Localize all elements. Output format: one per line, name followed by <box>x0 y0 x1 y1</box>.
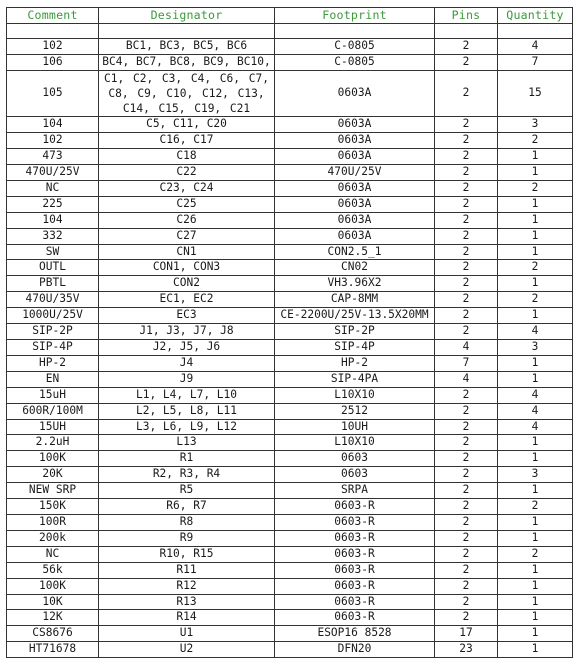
cell-designator: R12 <box>99 578 275 594</box>
cell-footprint: L10X10 <box>275 387 435 403</box>
cell-quantity: 2 <box>498 260 573 276</box>
table-row <box>7 244 573 260</box>
cell-designator: R6, R7 <box>99 499 275 515</box>
cell-pins: 2 <box>435 562 498 578</box>
cell-comment: 15uH <box>7 387 99 403</box>
cell-quantity: 1 <box>498 435 573 451</box>
cell-designator: U1 <box>99 626 275 642</box>
cell-comment: 100K <box>7 578 99 594</box>
cell-pins: 2 <box>435 54 498 70</box>
cell-pins: 2 <box>435 499 498 515</box>
cell-pins: 2 <box>435 530 498 546</box>
cell-comment: 200k <box>7 530 99 546</box>
cell-comment: 102 <box>7 133 99 149</box>
table-row <box>7 355 573 371</box>
cell-footprint: 0603A <box>275 70 435 117</box>
cell-quantity: 2 <box>498 180 573 196</box>
cell-designator: J4 <box>99 355 275 371</box>
cell-comment: 100K <box>7 451 99 467</box>
table-row <box>7 483 573 499</box>
table-row <box>7 578 573 594</box>
cell-footprint: CON2.5_1 <box>275 244 435 260</box>
cell-pins: 2 <box>435 308 498 324</box>
header-comment: Comment <box>7 8 99 24</box>
cell-quantity: 4 <box>498 387 573 403</box>
cell-footprint: 0603-R <box>275 530 435 546</box>
cell-quantity: 7 <box>498 54 573 70</box>
cell-pins: 2 <box>435 70 498 117</box>
cell-designator: R8 <box>99 514 275 530</box>
cell-comment: 10K <box>7 594 99 610</box>
cell-designator: CON2 <box>99 276 275 292</box>
cell-quantity: 1 <box>498 642 573 658</box>
cell-comment: 104 <box>7 212 99 228</box>
cell-footprint: SIP-4PA <box>275 371 435 387</box>
bom-table <box>6 7 573 658</box>
cell-footprint: SRPA <box>275 483 435 499</box>
cell-designator: BC1, BC3, BC5, BC6 <box>99 38 275 54</box>
table-row <box>7 371 573 387</box>
cell-footprint: 10UH <box>275 419 435 435</box>
table-row <box>7 117 573 133</box>
cell-comment: SIP-4P <box>7 340 99 356</box>
cell-pins: 2 <box>435 324 498 340</box>
table-row <box>7 610 573 626</box>
cell-quantity <box>498 23 573 38</box>
cell-designator: J1, J3, J7, J8 <box>99 324 275 340</box>
cell-quantity: 4 <box>498 403 573 419</box>
cell-footprint: SIP-2P <box>275 324 435 340</box>
cell-footprint: 0603A <box>275 180 435 196</box>
cell-comment <box>7 23 99 38</box>
header-row <box>7 8 573 24</box>
cell-comment: 12K <box>7 610 99 626</box>
cell-pins: 2 <box>435 451 498 467</box>
cell-designator: C26 <box>99 212 275 228</box>
cell-designator: R11 <box>99 562 275 578</box>
cell-comment: 225 <box>7 196 99 212</box>
cell-designator: L3, L6, L9, L12 <box>99 419 275 435</box>
cell-quantity: 4 <box>498 38 573 54</box>
table-row <box>7 387 573 403</box>
cell-footprint: 470U/25V <box>275 165 435 181</box>
cell-comment: SW <box>7 244 99 260</box>
cell-pins: 2 <box>435 260 498 276</box>
table-row <box>7 292 573 308</box>
cell-quantity: 1 <box>498 451 573 467</box>
cell-footprint: 0603A <box>275 133 435 149</box>
table-row <box>7 546 573 562</box>
cell-comment: 20K <box>7 467 99 483</box>
cell-footprint: C-0805 <box>275 54 435 70</box>
cell-footprint <box>275 23 435 38</box>
cell-pins: 2 <box>435 276 498 292</box>
table-row <box>7 38 573 54</box>
cell-designator: R14 <box>99 610 275 626</box>
cell-quantity: 1 <box>498 165 573 181</box>
cell-pins: 2 <box>435 594 498 610</box>
cell-pins: 2 <box>435 292 498 308</box>
cell-comment: 15UH <box>7 419 99 435</box>
header-designator: Designator <box>99 8 275 24</box>
cell-comment: NC <box>7 546 99 562</box>
cell-footprint: ESOP16 8528 <box>275 626 435 642</box>
cell-quantity: 2 <box>498 546 573 562</box>
cell-comment: HP-2 <box>7 355 99 371</box>
cell-footprint: 0603A <box>275 228 435 244</box>
header-footprint: Footprint <box>275 8 435 24</box>
table-row <box>7 149 573 165</box>
cell-comment: NC <box>7 180 99 196</box>
cell-designator: EC3 <box>99 308 275 324</box>
cell-quantity: 1 <box>498 149 573 165</box>
cell-pins: 2 <box>435 117 498 133</box>
cell-quantity: 1 <box>498 308 573 324</box>
cell-quantity: 4 <box>498 324 573 340</box>
cell-quantity: 3 <box>498 467 573 483</box>
cell-footprint: 2512 <box>275 403 435 419</box>
cell-footprint: 0603-R <box>275 514 435 530</box>
cell-designator: R2, R3, R4 <box>99 467 275 483</box>
table-row <box>7 594 573 610</box>
cell-comment: EN <box>7 371 99 387</box>
cell-footprint: 0603 <box>275 451 435 467</box>
cell-comment: PBTL <box>7 276 99 292</box>
cell-footprint: 0603 <box>275 467 435 483</box>
cell-quantity: 2 <box>498 499 573 515</box>
cell-pins: 23 <box>435 642 498 658</box>
cell-pins: 17 <box>435 626 498 642</box>
cell-quantity: 1 <box>498 514 573 530</box>
cell-footprint: 0603A <box>275 117 435 133</box>
cell-designator <box>99 23 275 38</box>
cell-pins: 2 <box>435 196 498 212</box>
cell-designator: R5 <box>99 483 275 499</box>
cell-footprint: CN02 <box>275 260 435 276</box>
cell-designator: J2, J5, J6 <box>99 340 275 356</box>
cell-footprint: 0603-R <box>275 610 435 626</box>
cell-footprint: VH3.96X2 <box>275 276 435 292</box>
cell-comment: CS8676 <box>7 626 99 642</box>
table-row <box>7 626 573 642</box>
cell-pins: 2 <box>435 403 498 419</box>
cell-comment: 1000U/25V <box>7 308 99 324</box>
table-row <box>7 514 573 530</box>
cell-designator: EC1, EC2 <box>99 292 275 308</box>
cell-comment: SIP-2P <box>7 324 99 340</box>
table-row <box>7 499 573 515</box>
cell-pins: 2 <box>435 133 498 149</box>
cell-designator: L2, L5, L8, L11 <box>99 403 275 419</box>
table-row <box>7 530 573 546</box>
cell-designator: CON1, CON3 <box>99 260 275 276</box>
cell-designator: BC4, BC7, BC8, BC9, BC10, <box>99 54 275 70</box>
cell-pins: 2 <box>435 244 498 260</box>
cell-pins: 2 <box>435 578 498 594</box>
cell-designator: C16, C17 <box>99 133 275 149</box>
cell-footprint: L10X10 <box>275 435 435 451</box>
bom-page <box>6 7 572 658</box>
table-row <box>7 54 573 70</box>
table-row <box>7 435 573 451</box>
cell-designator: C5, C11, C20 <box>99 117 275 133</box>
cell-quantity: 1 <box>498 244 573 260</box>
table-row <box>7 419 573 435</box>
cell-pins: 4 <box>435 340 498 356</box>
cell-designator: C25 <box>99 196 275 212</box>
cell-footprint: 0603-R <box>275 578 435 594</box>
cell-quantity: 2 <box>498 292 573 308</box>
cell-comment: 56k <box>7 562 99 578</box>
table-row <box>7 451 573 467</box>
table-row <box>7 324 573 340</box>
cell-designator: CN1 <box>99 244 275 260</box>
cell-quantity: 1 <box>498 276 573 292</box>
cell-footprint: CAP-8MM <box>275 292 435 308</box>
table-row <box>7 70 573 117</box>
cell-pins: 2 <box>435 467 498 483</box>
table-row <box>7 562 573 578</box>
table-row <box>7 340 573 356</box>
cell-pins <box>435 23 498 38</box>
cell-comment: 106 <box>7 54 99 70</box>
cell-comment: 150K <box>7 499 99 515</box>
cell-footprint: 0603-R <box>275 562 435 578</box>
cell-comment: 105 <box>7 70 99 117</box>
cell-footprint: 0603A <box>275 212 435 228</box>
cell-footprint: 0603A <box>275 196 435 212</box>
cell-designator: C23, C24 <box>99 180 275 196</box>
cell-pins: 7 <box>435 355 498 371</box>
cell-comment: HT71678 <box>7 642 99 658</box>
bom-table-body <box>7 23 573 657</box>
cell-comment: 100R <box>7 514 99 530</box>
cell-footprint: 0603-R <box>275 594 435 610</box>
cell-pins: 2 <box>435 228 498 244</box>
cell-quantity: 1 <box>498 562 573 578</box>
cell-quantity: 1 <box>498 212 573 228</box>
cell-footprint: SIP-4P <box>275 340 435 356</box>
cell-pins: 2 <box>435 435 498 451</box>
table-row <box>7 180 573 196</box>
cell-quantity: 1 <box>498 594 573 610</box>
cell-designator: U2 <box>99 642 275 658</box>
cell-footprint: 0603-R <box>275 546 435 562</box>
cell-footprint: 0603-R <box>275 499 435 515</box>
cell-designator: J9 <box>99 371 275 387</box>
cell-comment: 600R/100M <box>7 403 99 419</box>
table-row <box>7 276 573 292</box>
table-row <box>7 642 573 658</box>
table-row <box>7 308 573 324</box>
table-row <box>7 165 573 181</box>
cell-footprint: 0603A <box>275 149 435 165</box>
cell-designator: C22 <box>99 165 275 181</box>
cell-quantity: 1 <box>498 196 573 212</box>
cell-designator: C18 <box>99 149 275 165</box>
cell-comment: 470U/25V <box>7 165 99 181</box>
cell-quantity: 3 <box>498 117 573 133</box>
cell-quantity: 1 <box>498 610 573 626</box>
cell-designator: R13 <box>99 594 275 610</box>
cell-footprint: HP-2 <box>275 355 435 371</box>
cell-designator: R9 <box>99 530 275 546</box>
table-row <box>7 23 573 38</box>
cell-footprint: DFN20 <box>275 642 435 658</box>
cell-footprint: C-0805 <box>275 38 435 54</box>
header-pins: Pins <box>435 8 498 24</box>
cell-comment: 102 <box>7 38 99 54</box>
cell-pins: 2 <box>435 514 498 530</box>
cell-pins: 2 <box>435 546 498 562</box>
cell-comment: NEW SRP <box>7 483 99 499</box>
cell-designator: L1, L4, L7, L10 <box>99 387 275 403</box>
cell-comment: 104 <box>7 117 99 133</box>
header-quantity: Quantity <box>498 8 573 24</box>
table-row <box>7 228 573 244</box>
cell-comment: 473 <box>7 149 99 165</box>
table-row <box>7 133 573 149</box>
cell-quantity: 1 <box>498 483 573 499</box>
cell-quantity: 1 <box>498 371 573 387</box>
cell-pins: 2 <box>435 38 498 54</box>
cell-quantity: 3 <box>498 340 573 356</box>
cell-quantity: 2 <box>498 133 573 149</box>
cell-comment: 470U/35V <box>7 292 99 308</box>
cell-quantity: 4 <box>498 419 573 435</box>
cell-pins: 2 <box>435 387 498 403</box>
cell-quantity: 1 <box>498 530 573 546</box>
table-row <box>7 260 573 276</box>
cell-quantity: 1 <box>498 228 573 244</box>
cell-quantity: 1 <box>498 355 573 371</box>
cell-pins: 2 <box>435 149 498 165</box>
cell-pins: 2 <box>435 212 498 228</box>
cell-pins: 2 <box>435 165 498 181</box>
cell-designator: C27 <box>99 228 275 244</box>
cell-designator: C1, C2, C3, C4, C6, C7, C8, C9, C10, C12, C13, C14, C15, C19, C21 <box>99 70 275 117</box>
cell-pins: 2 <box>435 180 498 196</box>
cell-quantity: 15 <box>498 70 573 117</box>
cell-pins: 2 <box>435 419 498 435</box>
cell-comment: 332 <box>7 228 99 244</box>
cell-pins: 2 <box>435 483 498 499</box>
cell-designator: L13 <box>99 435 275 451</box>
cell-pins: 2 <box>435 610 498 626</box>
cell-quantity: 1 <box>498 626 573 642</box>
cell-quantity: 1 <box>498 578 573 594</box>
table-row <box>7 212 573 228</box>
cell-comment: OUTL <box>7 260 99 276</box>
cell-footprint: CE-2200U/25V-13.5X20MM <box>275 308 435 324</box>
cell-comment: 2.2uH <box>7 435 99 451</box>
cell-pins: 4 <box>435 371 498 387</box>
table-row <box>7 467 573 483</box>
cell-designator: R1 <box>99 451 275 467</box>
table-row <box>7 196 573 212</box>
cell-designator: R10, R15 <box>99 546 275 562</box>
table-row <box>7 403 573 419</box>
